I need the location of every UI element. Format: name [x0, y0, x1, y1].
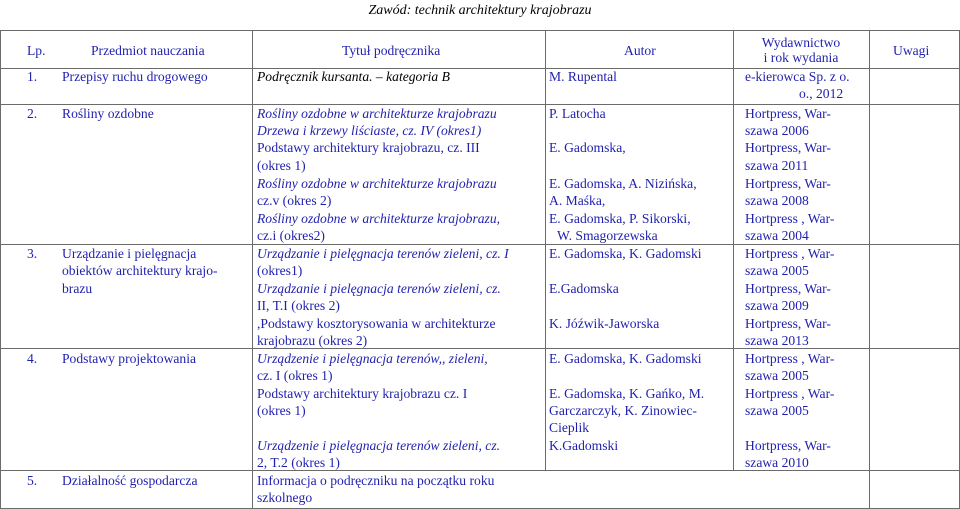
publisher-line: Hortpress, War- [745, 106, 831, 121]
subject-line: brazu [62, 281, 93, 296]
title-line: Rośliny ozdobne w architekturze krajobrazu [257, 176, 497, 191]
title-line: cz. I (okres 1) [257, 368, 333, 383]
subject-line: Przepisy ruchu drogowego [62, 69, 208, 84]
row-number: 5. [27, 473, 38, 488]
title-line: Podstawy architektury krajobrazu, cz. III [257, 140, 480, 155]
table-rule [252, 30, 253, 509]
textbook-table [0, 30, 960, 509]
subject-line: obiektów architektury krajo- [62, 263, 218, 278]
publisher-line: Hortpress , War- [745, 386, 835, 401]
table-rule [0, 348, 960, 349]
table-rule [0, 30, 960, 31]
subject-line: Urządzanie i pielęgnacja [62, 246, 197, 261]
author-line: Cieplik [549, 420, 590, 435]
publisher-line: szawa 2004 [745, 228, 809, 243]
publisher-line: szawa 2005 [745, 403, 809, 418]
author-line: E. Gadomska, K. Gadomski [549, 351, 702, 366]
title-line: Drzewa i krzewy liściaste, cz. IV (okres1) [257, 123, 482, 138]
profession-label: Zawód: [368, 3, 412, 18]
author-line: K. Jóźwik-Jaworska [549, 316, 660, 331]
row-number: 3. [27, 246, 38, 261]
title-line: Urządzenie i pielęgnacja terenów zieleni, cz. [257, 438, 501, 453]
column-header-author: Autor [624, 43, 656, 58]
publisher-line: szawa 2010 [745, 455, 809, 470]
table-rule [733, 30, 734, 470]
table-rule [869, 30, 870, 509]
publisher-line: Hortpress, War- [745, 316, 831, 331]
publisher-line: szawa 2005 [745, 368, 809, 383]
title-line: Podręcznik kursanta. – kategoria B [257, 69, 450, 84]
publisher-line: szawa 2011 [745, 158, 809, 173]
title-line: Podstawy architektury krajobrazu cz. I [257, 386, 468, 401]
table-rule [545, 30, 546, 470]
title-line: II, T.I (okres 2) [257, 298, 340, 313]
subject-line: Działalność gospodarcza [62, 473, 198, 488]
author-line: K.Gadomski [549, 438, 619, 453]
title-line: Urządzanie i pielęgnacja terenów zieleni, cz. [257, 281, 501, 296]
author-line: A. Maśka, [549, 193, 606, 208]
column-header-publisher: Wydawnictwo [761, 35, 841, 50]
title-line: (okres 1) [257, 403, 306, 418]
title-line: (okres1) [257, 263, 303, 278]
publisher-line: Hortpress, War- [745, 281, 831, 296]
publisher-line: Hortpress , War- [745, 211, 835, 226]
author-line: E. Gadomska, P. Sikorski, [549, 211, 691, 226]
publisher-line: szawa 2008 [745, 193, 809, 208]
column-header-title: Tytuł podręcznika [342, 43, 441, 58]
subject-line: Rośliny ozdobne [62, 106, 154, 121]
row-number: 1. [27, 69, 38, 84]
title-line: cz.v (okres 2) [257, 193, 332, 208]
subject-line: Podstawy projektowania [62, 351, 197, 366]
publisher-line: o., 2012 [799, 86, 844, 101]
publisher-line: szawa 2013 [745, 333, 809, 348]
publisher-line: e-kierowca Sp. z o. [745, 69, 850, 84]
column-header-publisher-year: i rok wydania [763, 50, 839, 65]
author-line: P. Latocha [549, 106, 606, 121]
column-header-subject: Przedmiot nauczania [91, 43, 205, 58]
publisher-line: Hortpress , War- [745, 246, 835, 261]
author-line: Garczarczyk, K. Zinowiec- [549, 403, 697, 418]
publisher-line: Hortpress, War- [745, 140, 831, 155]
publisher-line: szawa 2005 [745, 263, 809, 278]
title-line: 2, T.2 (okres 1) [257, 455, 340, 470]
table-rule [0, 470, 960, 471]
publisher-line: Hortpress , War- [745, 351, 835, 366]
title-line: Urządzenie i pielęgnacja terenów,, zieleni, [257, 351, 488, 366]
title-line: Rośliny ozdobne w architekturze krajobrazu [257, 106, 497, 121]
title-line: Informacja o podręczniku na początku roku [257, 473, 495, 488]
title-line: (okres 1) [257, 158, 306, 173]
author-line: M. Rupental [549, 69, 617, 84]
author-line: W. Smagorzewska [557, 228, 658, 243]
title-line: szkolnego [257, 490, 313, 505]
title-line: krajobrazu (okres 2) [257, 333, 368, 348]
author-line: E. Gadomska, A. Nizińska, [549, 176, 697, 191]
publisher-line: Hortpress, War- [745, 176, 831, 191]
column-header-notes: Uwagi [893, 43, 930, 58]
author-line: E. Gadomska, K. Gadomski [549, 246, 702, 261]
author-line: E. Gadomska, K. Gańko, M. [549, 386, 705, 401]
title-line: ,Podstawy kosztorysowania w architekturze [257, 316, 496, 331]
title-line: cz.i (okres2) [257, 228, 325, 243]
author-line: E. Gadomska, [549, 140, 626, 155]
title-line: Rośliny ozdobne w architekturze krajobrazu, [257, 211, 501, 226]
table-rule [0, 30, 1, 509]
title-line: Urządzanie i pielęgnacja terenów zieleni, cz. I [257, 246, 509, 261]
author-line: E.Gadomska [549, 281, 619, 296]
publisher-line: szawa 2006 [745, 123, 809, 138]
profession-value: technik architektury krajobrazu [414, 3, 592, 18]
publisher-line: szawa 2009 [745, 298, 809, 313]
column-header-lp: Lp. [27, 43, 46, 58]
row-number: 2. [27, 106, 38, 121]
publisher-line: Hortpress, War- [745, 438, 831, 453]
page-header [0, 0, 960, 26]
row-number: 4. [27, 351, 38, 366]
